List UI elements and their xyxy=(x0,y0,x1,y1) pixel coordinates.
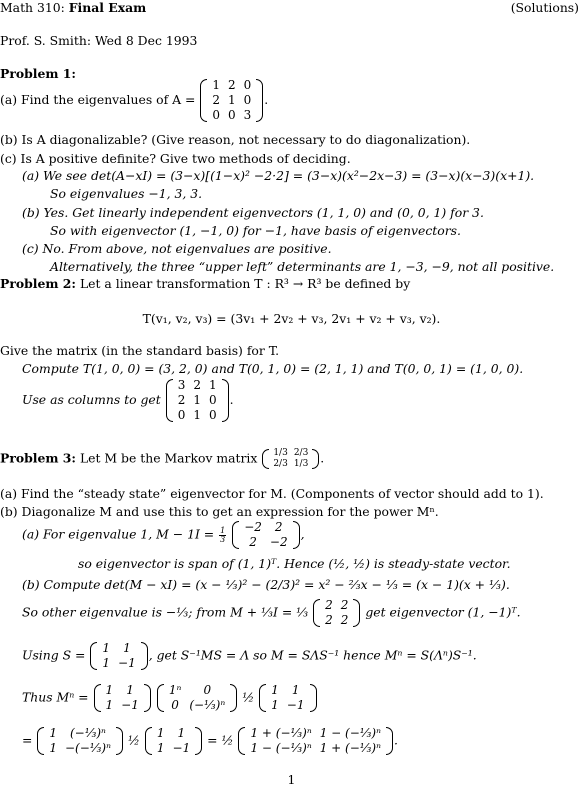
matrix-row xyxy=(98,656,139,671)
problem1-a-period: . xyxy=(264,92,269,107)
matrix-lambda-n xyxy=(156,683,238,713)
matrix-cell: 2 xyxy=(212,93,220,107)
matrix-row xyxy=(174,393,221,408)
p3-sol1-comma: , xyxy=(300,526,305,542)
matrix-m xyxy=(261,448,320,470)
matrix-cell: 1 xyxy=(271,683,279,697)
matrix-cell: 1 xyxy=(49,726,57,740)
author-line: Prof. S. Smith: Wed 8 Dec 1993 xyxy=(0,33,198,48)
matrix-cell: 2 xyxy=(227,78,236,92)
problem3-b: (b) Diagonalize M and use this to get an expression for the power Mⁿ. xyxy=(0,504,439,519)
p2-sol2-period: . xyxy=(229,392,234,407)
matrix-cell: 1 xyxy=(208,378,217,392)
problem3-intro: Let M be the Markov matrix xyxy=(79,450,258,466)
problem1-a-text: (a) Find the eigenvalues of A = xyxy=(0,92,196,107)
matrix-cell: 2 xyxy=(325,598,333,612)
matrix-cell: 2 xyxy=(193,378,201,392)
matrix-cell: −2 xyxy=(269,535,288,549)
matrix-cell: −1 xyxy=(121,698,139,712)
matrix-row xyxy=(153,741,194,756)
matrix-row xyxy=(270,459,311,470)
problem2-intro-line xyxy=(0,276,410,291)
p3-sol7-eq2: = ½ xyxy=(207,732,234,748)
matrix-row xyxy=(102,698,143,713)
matrix-cell: 1 − (−⅓)ⁿ xyxy=(319,726,381,740)
matrix-cell: (−⅓)ⁿ xyxy=(189,698,226,712)
matrix-mn-result xyxy=(237,726,393,756)
p3-sol1-text: (a) For eigenvalue 1, M − 1I = xyxy=(22,526,215,542)
matrix-row xyxy=(267,698,308,713)
matrix-row xyxy=(208,93,255,108)
p1-sol-c2: Alternatively, the three “upper left” determinants are 1, −3, −9, not all positive. xyxy=(50,259,555,274)
matrix-row xyxy=(45,726,115,741)
matrix-row xyxy=(102,683,143,698)
problem2-intro: Let a linear transformation T : R³ → R³ be defined by xyxy=(79,276,411,291)
matrix-cell: 1 xyxy=(126,683,134,697)
matrix-cell: 1 xyxy=(291,683,300,697)
p3-sol5-post: , get S⁻¹MS = Λ so M = SΛS⁻¹ hence Mⁿ = S(Λⁿ)S⁻¹. xyxy=(148,647,477,663)
p2-sol2-text: Use as columns to get xyxy=(22,392,161,407)
matrix-s-inverse xyxy=(258,683,317,713)
p3-sol1 xyxy=(22,520,305,550)
matrix-s-inverse-2 xyxy=(144,726,203,756)
matrix-row xyxy=(165,698,229,713)
matrix-cell: 1 xyxy=(102,656,111,670)
frac-den: 3 xyxy=(220,534,226,544)
matrix-row xyxy=(153,726,194,741)
matrix-row xyxy=(246,726,384,741)
matrix-row xyxy=(45,741,115,756)
matrix-cell: 1 + (−⅓)ⁿ xyxy=(319,741,381,755)
matrix-cell: 0 xyxy=(208,408,217,422)
matrix-cell: −(−⅓)ⁿ xyxy=(64,741,111,755)
matrix-cell: 2 xyxy=(177,393,186,407)
matrix-cell: 1 xyxy=(193,393,201,407)
matrix-row xyxy=(321,613,352,628)
problem1-heading: Problem 1: xyxy=(0,66,76,81)
matrix-cell: 1 xyxy=(49,741,57,755)
matrix-a xyxy=(199,78,264,123)
p3-sol2: so eigenvector is span of (1, 1)ᵀ. Hence (½, ½) is steady-state vector. xyxy=(78,556,511,571)
matrix-s-left xyxy=(93,683,152,713)
problem3-intro-period: . xyxy=(320,450,325,466)
p3-sol5 xyxy=(22,641,477,671)
matrix-row xyxy=(98,641,139,656)
problem3-a: (a) Find the “steady state” eigenvector for M. (Components of vector should add to 1). xyxy=(0,486,544,501)
fraction-one-third xyxy=(219,527,226,544)
matrix-cell: 0 xyxy=(212,108,220,122)
matrix-cell: 2 xyxy=(274,520,283,534)
matrix-cell: 1 − (−⅓)ⁿ xyxy=(250,741,312,755)
problem2-formula: T(v₁, v₂, v₃) = (3v₁ + 2v₂ + v₃, 2v₁ + v₂ + v₃, v₂). xyxy=(142,311,441,326)
frac-num: 1 xyxy=(220,525,226,535)
matrix-cell: 3 xyxy=(177,378,186,392)
matrix-row xyxy=(208,108,255,123)
p1-sol-b2: So with eigenvector (1, −1, 0) for −1, have basis of eigenvectors. xyxy=(50,223,461,238)
p3-sol3: (b) Compute det(M − xI) = (x − ⅓)² − (2/3)² = x² − ⅔x − ⅓ = (x − 1)(x + ⅓). xyxy=(22,577,510,592)
matrix-cell: 2/3 xyxy=(273,459,288,469)
matrix-row xyxy=(240,535,291,550)
matrix-cell: 1 xyxy=(123,641,131,655)
matrix-row xyxy=(240,520,291,535)
matrix-cell: 3 xyxy=(243,108,252,122)
matrix-cell: 2 xyxy=(340,613,349,627)
matrix-s xyxy=(89,641,148,671)
matrix-row xyxy=(321,598,352,613)
problem3-heading: Problem 3: xyxy=(0,450,76,466)
matrix-cell: 2 xyxy=(325,613,333,627)
half-factor-2: ½ xyxy=(127,732,140,748)
matrix-cell: 0 xyxy=(171,698,179,712)
matrix-cell: 1 xyxy=(105,683,114,697)
matrix-row xyxy=(174,378,221,393)
half-factor: ½ xyxy=(242,689,255,705)
matrix-cell: −1 xyxy=(286,698,305,712)
matrix-two-twos xyxy=(312,598,361,628)
matrix-cell: 2/3 xyxy=(293,448,309,458)
problem1-c: (c) Is A positive definite? Give two methods of deciding. xyxy=(0,151,351,166)
p3-sol4-text: So other eigenvalue is −⅓; from M + ⅓I = ⅓ xyxy=(22,604,309,620)
p1-sol-a2: So eigenvalues −1, 3, 3. xyxy=(50,186,203,201)
p3-sol6-text: Thus Mⁿ = xyxy=(22,689,89,705)
matrix-cell: 0 xyxy=(177,408,186,422)
matrix-cell: −1 xyxy=(118,656,136,670)
p1-sol-b1: (b) Yes. Get linearly independent eigenvectors (1, 1, 0) and (0, 0, 1) for 3. xyxy=(22,205,484,220)
exam-title: Final Exam xyxy=(68,0,147,15)
p3-sol6 xyxy=(22,683,318,713)
matrix-cell: 0 xyxy=(227,108,236,122)
matrix-cell: 1 xyxy=(212,78,220,92)
solutions-label: (Solutions) xyxy=(510,0,579,15)
matrix-cell: 1ⁿ xyxy=(168,683,182,697)
problem3-intro-line xyxy=(0,448,324,470)
p3-sol7-period: . xyxy=(393,732,398,748)
matrix-cell: 1 xyxy=(105,698,114,712)
matrix-m-minus-i xyxy=(231,520,300,550)
matrix-cell: 2 xyxy=(340,598,349,612)
matrix-cell: 1 xyxy=(193,408,201,422)
p2-sol1: Compute T(1, 0, 0) = (3, 2, 0) and T(0, 1, 0) = (2, 1, 1) and T(0, 0, 1) = (1, 0, 0). xyxy=(22,361,524,376)
matrix-cell: 1 xyxy=(156,741,165,755)
p1-sol-a1: (a) We see det(A−xI) = (3−x)[(1−x)² −2·2] = (3−x)(x²−2x−3) = (3−x)(x−3)(x+1). xyxy=(22,168,535,183)
matrix-cell: 0 xyxy=(243,93,252,107)
matrix-row xyxy=(246,741,384,756)
p3-sol4 xyxy=(22,598,521,628)
matrix-row xyxy=(270,448,311,459)
matrix-cell: −1 xyxy=(172,741,191,755)
matrix-cell: 1 xyxy=(156,726,165,740)
matrix-cell: −2 xyxy=(244,520,262,534)
page-number: 1 xyxy=(287,772,296,787)
matrix-cell: 1 xyxy=(177,726,186,740)
matrix-t xyxy=(165,378,230,423)
matrix-cell: 0 xyxy=(208,393,217,407)
matrix-cell: 1/3 xyxy=(273,448,288,458)
problem2-heading: Problem 2: xyxy=(0,276,76,291)
p1-sol-c1: (c) No. From above, not eigenvalues are positive. xyxy=(22,241,332,256)
matrix-product-left xyxy=(36,726,124,756)
header-line xyxy=(0,0,583,15)
matrix-cell: (−⅓)ⁿ xyxy=(70,726,106,740)
problem1-a xyxy=(0,78,268,123)
p3-sol7-eq: = xyxy=(22,732,33,748)
matrix-cell: 1 xyxy=(102,641,111,655)
p3-sol5-text: Using S = xyxy=(22,647,86,663)
p2-sol2 xyxy=(22,378,234,423)
matrix-cell: 1 + (−⅓)ⁿ xyxy=(250,726,312,740)
matrix-row xyxy=(165,683,229,698)
matrix-cell: 0 xyxy=(243,78,252,92)
matrix-cell: 1/3 xyxy=(293,459,309,469)
problem1-b: (b) Is A diagonalizable? (Give reason, not necessary to do diagonalization). xyxy=(0,132,471,147)
course-label: Math 310: xyxy=(0,0,65,15)
matrix-cell: 0 xyxy=(203,683,212,697)
matrix-row xyxy=(267,683,308,698)
p3-sol4-post: get eigenvector (1, −1)ᵀ. xyxy=(365,604,521,620)
matrix-row xyxy=(208,78,255,93)
matrix-cell: 1 xyxy=(227,93,236,107)
problem2-ask: Give the matrix (in the standard basis) for T. xyxy=(0,343,280,358)
matrix-cell: 1 xyxy=(271,698,279,712)
p3-sol7 xyxy=(22,726,398,756)
matrix-row xyxy=(174,408,221,423)
matrix-cell: 2 xyxy=(249,535,257,549)
